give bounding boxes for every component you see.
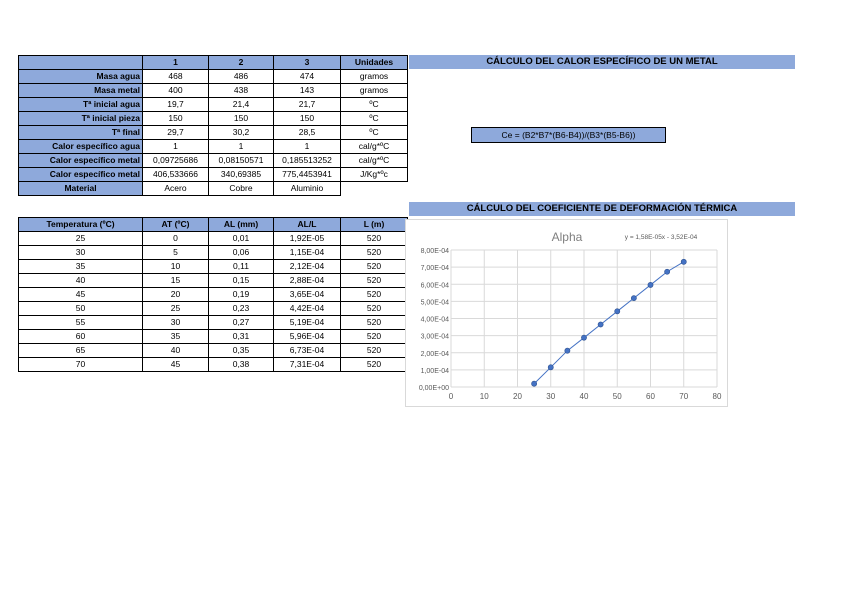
table-cell[interactable]: 520: [341, 288, 408, 302]
specific-heat-title: CÁLCULO DEL CALOR ESPECÍFICO DE UN METAL: [409, 55, 795, 69]
table-cell[interactable]: 1: [143, 140, 209, 154]
data-point: [598, 322, 603, 327]
table-cell[interactable]: 0: [143, 232, 209, 246]
row-label[interactable]: Masa agua: [19, 70, 143, 84]
table-cell[interactable]: 0,19: [209, 288, 274, 302]
column-header[interactable]: Unidades: [341, 56, 408, 70]
table-cell[interactable]: 30,2: [209, 126, 274, 140]
table-cell[interactable]: 35: [143, 330, 209, 344]
table-header-row: [19, 56, 408, 70]
table-cell[interactable]: 1,92E-05: [274, 232, 341, 246]
data-point: [631, 296, 636, 301]
formula-cell: Ce = (B2*B7*(B6-B4))/(B3*(B5-B6)): [471, 127, 666, 143]
material-row: [19, 182, 408, 196]
table-cell[interactable]: 400: [143, 84, 209, 98]
unit-cell[interactable]: ºC: [341, 112, 408, 126]
column-header[interactable]: [19, 56, 143, 70]
table-cell[interactable]: 1: [274, 140, 341, 154]
table-cell[interactable]: 520: [341, 274, 408, 288]
y-tick-label: 5,00E-04: [420, 299, 449, 307]
row-label[interactable]: Calor específico metal: [19, 154, 143, 168]
x-tick-label: 30: [546, 392, 556, 401]
table-cell[interactable]: 25: [143, 302, 209, 316]
table-row: [19, 232, 408, 246]
column-header[interactable]: Temperatura (ºC): [19, 218, 143, 232]
table-cell[interactable]: 21,4: [209, 98, 274, 112]
table-cell[interactable]: 520: [341, 246, 408, 260]
alpha-chart-svg: [406, 220, 727, 406]
table-row: [19, 358, 408, 372]
table-row: [19, 302, 408, 316]
x-tick-label: 40: [579, 392, 589, 401]
table-cell[interactable]: 1: [209, 140, 274, 154]
thermal-deformation-title: CÁLCULO DEL COEFICIENTE DE DEFORMACIÓN TÉRMICA: [409, 202, 795, 216]
y-tick-label: 7,00E-04: [420, 265, 449, 273]
row-label[interactable]: Calor específico agua: [19, 140, 143, 154]
table-row: [19, 112, 408, 126]
table-cell[interactable]: 520: [341, 358, 408, 372]
column-header[interactable]: AT (ºC): [143, 218, 209, 232]
table-cell[interactable]: 150: [274, 112, 341, 126]
table-cell[interactable]: 40: [19, 274, 143, 288]
table-cell[interactable]: Acero: [143, 182, 209, 196]
x-tick-label: 80: [712, 392, 722, 401]
table-cell[interactable]: 60: [19, 330, 143, 344]
table-cell[interactable]: 143: [274, 84, 341, 98]
unit-cell[interactable]: ºC: [341, 98, 408, 112]
table-cell[interactable]: 25: [19, 232, 143, 246]
unit-cell[interactable]: cal/g*ºC: [341, 140, 408, 154]
data-point: [548, 365, 553, 370]
table-row: [19, 288, 408, 302]
table-row: [19, 154, 408, 168]
table-row: [19, 246, 408, 260]
unit-cell[interactable]: gramos: [341, 70, 408, 84]
table-cell[interactable]: 10: [143, 260, 209, 274]
y-tick-label: 2,00E-04: [420, 350, 449, 358]
table-header-row: [19, 218, 408, 232]
table-row: [19, 84, 408, 98]
column-header[interactable]: L (m): [341, 218, 408, 232]
table-cell[interactable]: 0,38: [209, 358, 274, 372]
table-cell[interactable]: 4,42E-04: [274, 302, 341, 316]
table-cell[interactable]: Aluminio: [274, 182, 341, 196]
column-header[interactable]: AL/L: [274, 218, 341, 232]
x-tick-label: 50: [612, 392, 622, 401]
table-row: [19, 330, 408, 344]
table-cell[interactable]: 2,12E-04: [274, 260, 341, 274]
table-row: [19, 98, 408, 112]
table-cell[interactable]: 2,88E-04: [274, 274, 341, 288]
table-cell[interactable]: 468: [143, 70, 209, 84]
column-header[interactable]: 2: [209, 56, 274, 70]
table-cell[interactable]: 406,533666: [143, 168, 209, 182]
table-cell[interactable]: 5,19E-04: [274, 316, 341, 330]
y-tick-label: 1,00E-04: [420, 367, 449, 375]
data-point: [532, 381, 537, 386]
table-cell[interactable]: 438: [209, 84, 274, 98]
table-cell[interactable]: 29,7: [143, 126, 209, 140]
data-point: [565, 348, 570, 353]
table-cell[interactable]: 520: [341, 344, 408, 358]
table-cell[interactable]: 0,06: [209, 246, 274, 260]
table-cell[interactable]: 40: [143, 344, 209, 358]
table-cell[interactable]: 30: [19, 246, 143, 260]
table-cell[interactable]: 520: [341, 260, 408, 274]
table-cell[interactable]: 150: [209, 112, 274, 126]
thermal-deformation-table: [18, 217, 408, 372]
table-cell[interactable]: 0,35: [209, 344, 274, 358]
table-cell[interactable]: 3,65E-04: [274, 288, 341, 302]
table-cell[interactable]: 0,31: [209, 330, 274, 344]
table-cell[interactable]: 0,09725686: [143, 154, 209, 168]
table-cell[interactable]: 150: [143, 112, 209, 126]
x-tick-label: 20: [513, 392, 522, 401]
table-row: [19, 70, 408, 84]
table-cell[interactable]: 6,73E-04: [274, 344, 341, 358]
x-tick-label: 60: [646, 392, 655, 401]
table-cell[interactable]: 20: [143, 288, 209, 302]
table-cell[interactable]: 65: [19, 344, 143, 358]
table-cell[interactable]: 775,4453941: [274, 168, 341, 182]
specific-heat-table: [18, 55, 408, 196]
table-cell[interactable]: 0,23: [209, 302, 274, 316]
table-cell[interactable]: 19,7: [143, 98, 209, 112]
row-label[interactable]: Material: [19, 182, 143, 196]
table-cell[interactable]: 45: [143, 358, 209, 372]
table-cell[interactable]: 520: [341, 232, 408, 246]
table-cell[interactable]: 1,15E-04: [274, 246, 341, 260]
trendline-equation: y = 1,58E-05x - 3,52E-04: [624, 234, 698, 241]
table-cell[interactable]: 28,5: [274, 126, 341, 140]
unit-cell[interactable]: ºC: [341, 126, 408, 140]
table-cell[interactable]: 340,69385: [209, 168, 274, 182]
data-point: [615, 309, 620, 314]
table-row: [19, 344, 408, 358]
y-tick-label: 4,00E-04: [420, 316, 449, 324]
row-label[interactable]: Masa metal: [19, 84, 143, 98]
table-row: [19, 140, 408, 154]
table-row: [19, 274, 408, 288]
table-cell[interactable]: 0,11: [209, 260, 274, 274]
table-cell[interactable]: 21,7: [274, 98, 341, 112]
y-tick-label: 3,00E-04: [420, 333, 449, 341]
table-cell[interactable]: 5,96E-04: [274, 330, 341, 344]
data-point: [665, 269, 670, 274]
table-cell[interactable]: 45: [19, 288, 143, 302]
table-cell[interactable]: Cobre: [209, 182, 274, 196]
table-cell[interactable]: 7,31E-04: [274, 358, 341, 372]
x-tick-label: 10: [479, 392, 489, 401]
table-cell[interactable]: 520: [341, 302, 408, 316]
column-header[interactable]: AL (mm): [209, 218, 274, 232]
column-header[interactable]: 1: [143, 56, 209, 70]
table-row: [19, 126, 408, 140]
row-label[interactable]: Tª final: [19, 126, 143, 140]
x-tick-label: 0: [448, 392, 454, 401]
y-tick-label: 6,00E-04: [420, 282, 449, 290]
series-line: [534, 262, 684, 384]
row-label[interactable]: Tª inicial pieza: [19, 112, 143, 126]
table-cell[interactable]: 520: [341, 316, 408, 330]
table-cell[interactable]: 0,15: [209, 274, 274, 288]
table-cell[interactable]: 474: [274, 70, 341, 84]
x-tick-label: 70: [679, 392, 689, 401]
chart-title: Alpha: [551, 230, 583, 244]
data-point: [681, 259, 686, 264]
table-cell[interactable]: 0,08150571: [209, 154, 274, 168]
data-point: [648, 282, 653, 287]
table-row: [19, 260, 408, 274]
table-cell[interactable]: 0,185513252: [274, 154, 341, 168]
table-row: [19, 168, 408, 182]
table-cell[interactable]: 35: [19, 260, 143, 274]
table-cell[interactable]: 486: [209, 70, 274, 84]
table-cell[interactable]: 0,27: [209, 316, 274, 330]
y-tick-label: 8,00E-04: [420, 248, 449, 255]
unit-cell[interactable]: cal/g*ºC: [341, 154, 408, 168]
table-row: [19, 316, 408, 330]
table-cell[interactable]: 70: [19, 358, 143, 372]
y-tick-label: 0,00E+00: [418, 385, 449, 392]
table-cell[interactable]: 55: [19, 316, 143, 330]
table-cell[interactable]: 520: [341, 330, 408, 344]
table-cell[interactable]: 5: [143, 246, 209, 260]
data-point: [581, 335, 586, 340]
unit-cell[interactable]: J/Kg*ºc: [341, 168, 408, 182]
table-cell[interactable]: 50: [19, 302, 143, 316]
row-label[interactable]: Calor específico metal: [19, 168, 143, 182]
table-cell[interactable]: 0,01: [209, 232, 274, 246]
table-cell[interactable]: 30: [143, 316, 209, 330]
column-header[interactable]: 3: [274, 56, 341, 70]
table-cell[interactable]: 15: [143, 274, 209, 288]
unit-cell[interactable]: gramos: [341, 84, 408, 98]
row-label[interactable]: Tª inicial agua: [19, 98, 143, 112]
alpha-chart[interactable]: [405, 219, 728, 407]
